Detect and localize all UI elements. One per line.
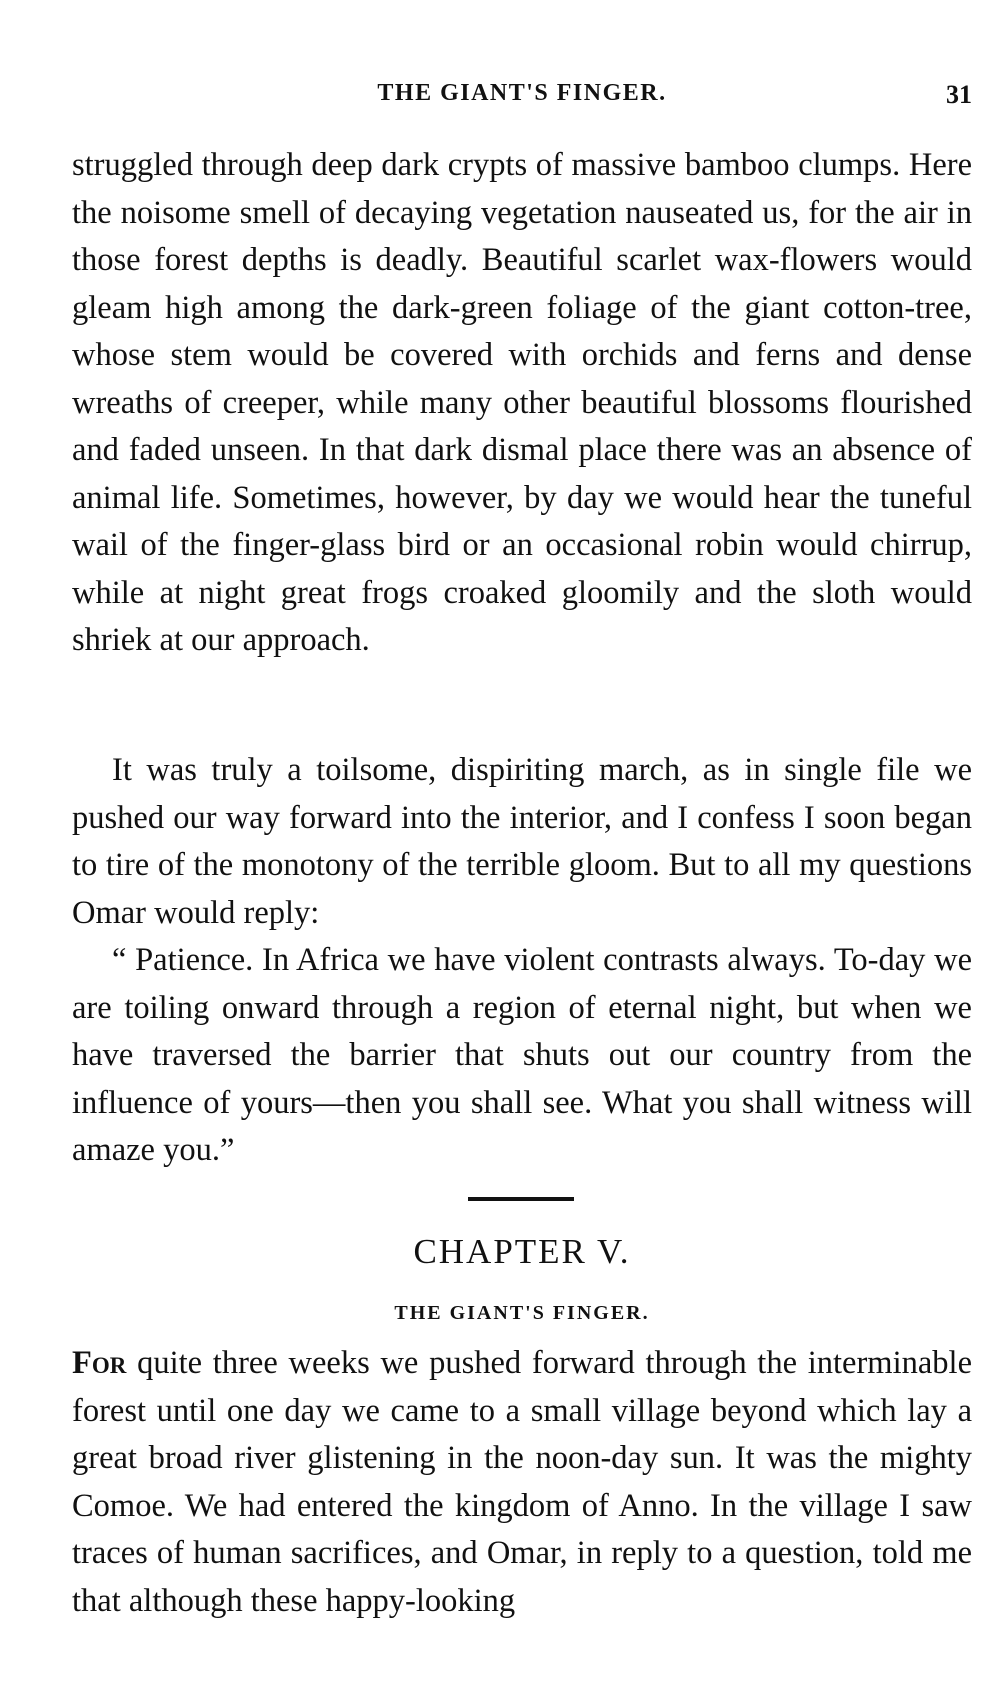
- paragraph: [72, 1340, 972, 1625]
- opening-text: quite three weeks we pushed forward through the interminable forest until one day we came to a small village beyond which lay a great broad river glistening in the noon-day sun. It was the mighty Comoe. We had entered the kingdom of Anno. In the village I saw traces of human sacrifices, and Omar, in reply to a question, told me that although these happy-looking: [72, 1345, 972, 1619]
- chapter-heading: CHAPTER V.: [413, 1232, 631, 1271]
- paragraph: It was truly a toilsome, dispiriting march, as in single file we pushed our way forward into the interior, and I confess I soon began to tire of the monotony of the terrible gloom. But to all my questions Omar would reply:: [72, 752, 972, 931]
- running-header: [72, 80, 972, 120]
- page-number: 31: [946, 80, 972, 109]
- paragraph: struggled through deep dark crypts of massive bamboo clumps. Here the noisome smell of decaying vegetation nauseated us, for the air in those forest depths is deadly. Beautiful scarlet wax-flowers would gleam high among the dark-green foliage of the giant cotton-tree, whose stem would be covered with orchids and ferns and dense wreaths of creeper, while many other beautiful blossoms flourished and faded unseen. In that dark dismal place there was an absence of animal life. Sometimes, however, by day we would hear the tuneful wail of the finger-glass bird or an occasional robin would chirrup, while at night great frogs croaked gloomily and the sloth would shriek at our approach.: [72, 147, 972, 658]
- body-text-block: [72, 747, 972, 1175]
- section-divider: [468, 1197, 574, 1201]
- chapter-subtitle: THE GIANT'S FINGER.: [394, 1302, 650, 1324]
- paragraph: “ Patience. In Africa we have violent contrasts always. To-day we are toiling onward through a region of eternal night, but when we have traversed the barrier that shuts out our country from the influence of yours—then you shall see. What you shall witness will amaze you.”: [72, 942, 972, 1168]
- body-text-continuation: [72, 142, 972, 665]
- chapter-opening-text: [72, 1340, 972, 1625]
- running-title: THE GIANT'S FINGER.: [377, 80, 667, 106]
- opening-word: For: [72, 1345, 127, 1381]
